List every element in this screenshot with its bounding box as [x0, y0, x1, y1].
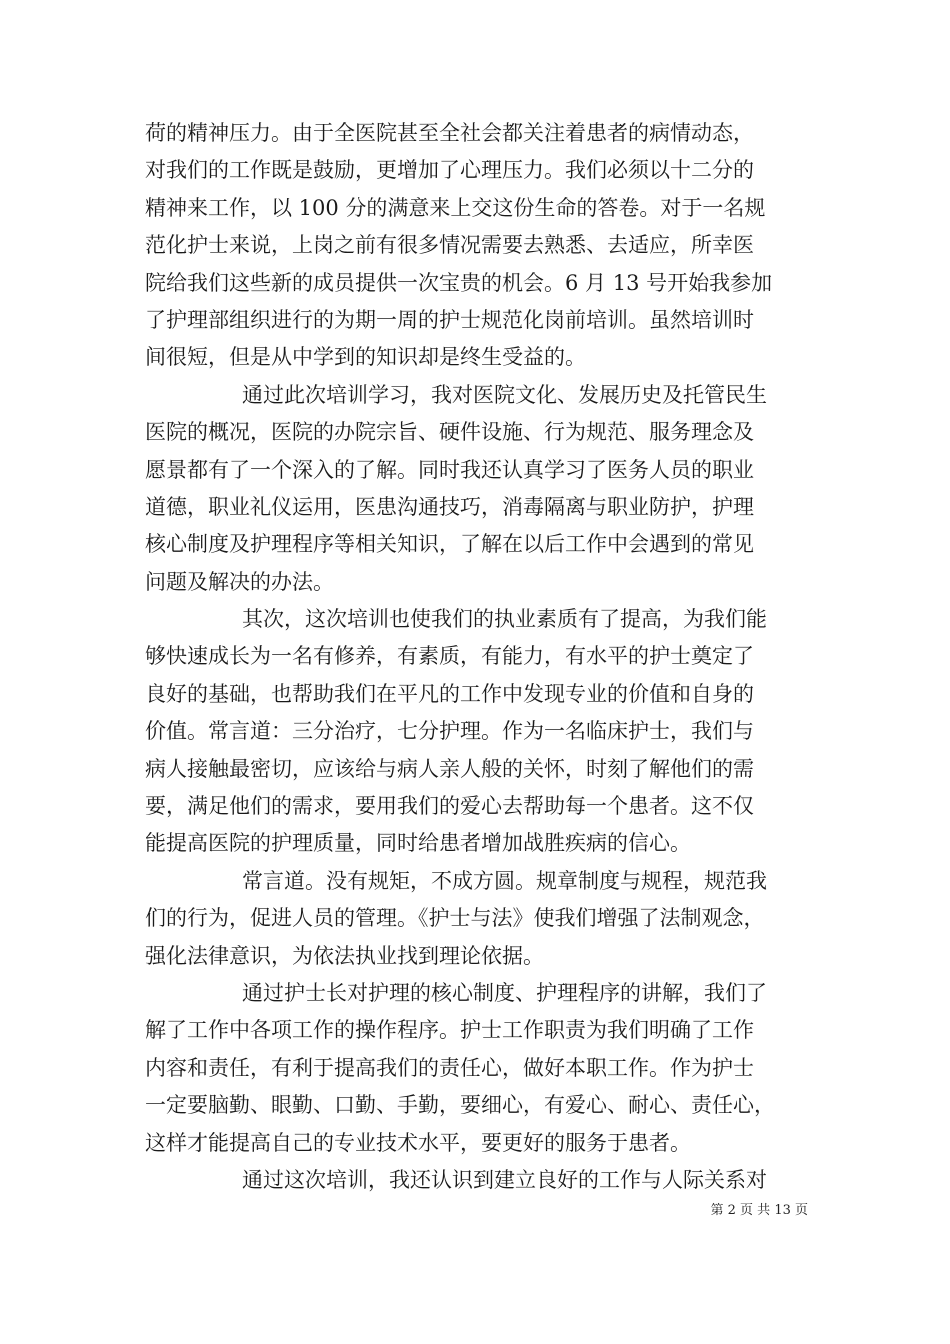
text-line: 们的行为，促进人员的管理。《护士与法》使我们增强了法制观念，: [145, 906, 765, 931]
text-line: 价值。常言道：三分治疗，七分护理。作为一名临床护士，我们与: [145, 719, 754, 744]
text-line: 良好的基础，也帮助我们在平凡的工作中发现专业的价值和自身的: [145, 681, 754, 706]
text-line: 医院的概况，医院的办院宗旨、硬件设施、行为规范、服务理念及: [145, 420, 754, 445]
text-line: 够快速成长为一名有修养，有素质，有能力，有水平的护士奠定了: [145, 644, 754, 669]
text-line: 解了工作中各项工作的操作程序。护士工作职责为我们明确了工作: [145, 1018, 754, 1043]
paragraph-first-line: 通过这次培训，我还认识到建立良好的工作与人际关系对: [242, 1167, 767, 1192]
text-line: 荷的精神压力。由于全医院甚至全社会都关注着患者的病情动态，: [145, 121, 754, 145]
text-line: 间很短，但是从中学到的知识却是终生受益的。: [145, 345, 586, 370]
text-line: 强化法律意识，为依法执业找到理论依据。: [145, 943, 544, 968]
paragraph-first-line: 其次，这次培训也使我们的执业素质有了提高，为我们能: [242, 607, 767, 632]
text-line: 问题及解决的办法。: [145, 569, 334, 594]
text-line: 病人接触最密切，应该给与病人亲人般的关怀，时刻了解他们的需: [145, 756, 754, 781]
text-line: 对我们的工作既是鼓励，更增加了心理压力。我们必须以十二分的: [145, 158, 754, 183]
text-line: 能提高医院的护理质量，同时给患者增加战胜疾病的信心。: [145, 831, 691, 856]
text-line: 一定要脑勤、眼勤、口勤、手勤，要细心，有爱心、耐心、责任心，: [145, 1093, 775, 1118]
paragraph-first-line: 通过护士长对护理的核心制度、护理程序的讲解，我们了: [242, 980, 767, 1005]
text-line: 院给我们这些新的成员提供一次宝贵的机会。6 月 13 号开始我参加: [145, 270, 773, 295]
page-number-footer: 第 2 页 共 13 页: [710, 1203, 808, 1218]
text-line: 核心制度及护理程序等相关知识，了解在以后工作中会遇到的常见: [145, 532, 754, 557]
body-text: [145, 115, 810, 1199]
paragraph-first-line: 通过此次培训学习，我对医院文化、发展历史及托管民生: [242, 382, 767, 407]
text-line: 道德，职业礼仪运用，医患沟通技巧，消毒隔离与职业防护，护理: [145, 494, 754, 519]
text-line: 内容和责任，有利于提高我们的责任心，做好本职工作。作为护士: [145, 1055, 754, 1080]
text-line: 愿景都有了一个深入的了解。同时我还认真学习了医务人员的职业: [145, 457, 754, 482]
text-line: 这样才能提高自己的专业技术水平，要更好的服务于患者。: [145, 1130, 691, 1155]
paragraph-first-line: 常言道。没有规矩，不成方圆。规章制度与规程，规范我: [242, 868, 767, 893]
text-line: 精神来工作，以 100 分的满意来上交这份生命的答卷。对于一名规: [145, 195, 766, 220]
text-line: 范化护士来说，上岗之前有很多情况需要去熟悉、去适应，所幸医: [145, 233, 754, 258]
text-line: 了护理部组织进行的为期一周的护士规范化岗前培训。虽然培训时: [145, 307, 754, 332]
text-line: 要，满足他们的需求，要用我们的爱心去帮助每一个患者。这不仅: [145, 794, 754, 819]
